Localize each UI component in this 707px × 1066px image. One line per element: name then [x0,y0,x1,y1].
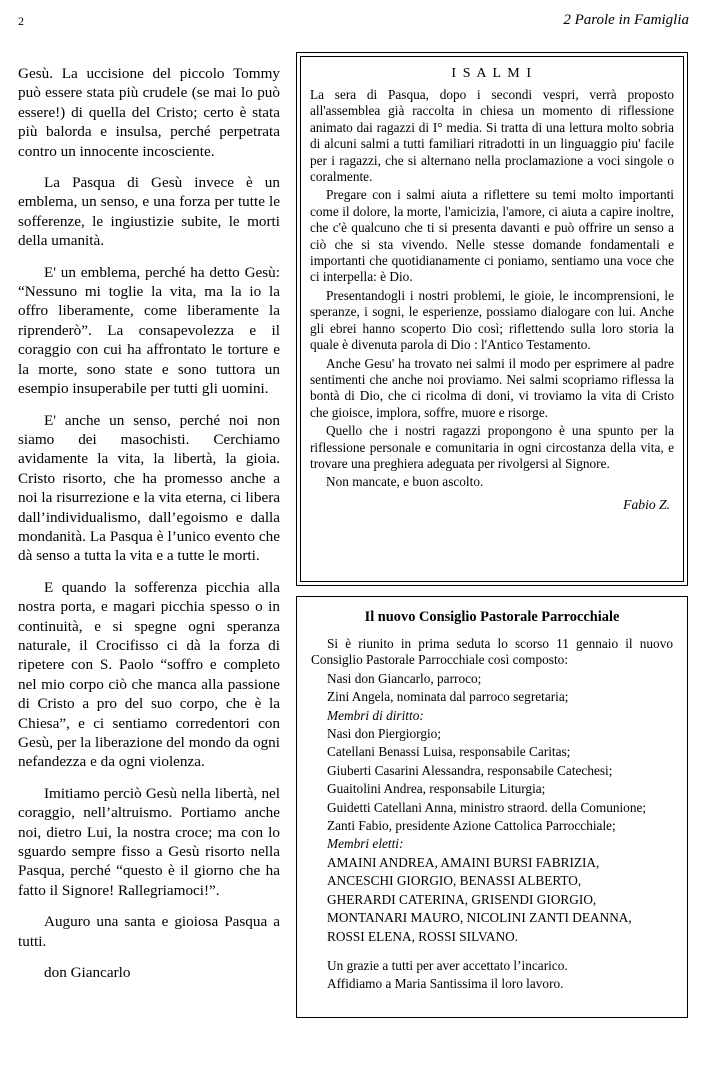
salmi-paragraph: Presentandogli i nostri problemi, le gioie, le incomprensioni, le speranze, i sogni, le esperienze, possiamo dialogare con lui. Anche gli ebrei hanno scoperto Dio così; riflettendo sulla loro storia la quale è divenuta parola di Dio : l'Antico Testamento. [310,287,674,353]
salmi-paragraph: Non mancate, e buon ascolto. [326,474,484,490]
list-item: MONTANARI MAURO, NICOLINI ZANTI DEANNA, [327,910,632,926]
article-paragraph: E' anche un senso, perché noi non siamo dei masochisti. Cerchiamo avidamente la vita, la libertà, la gioia. Cristo risorto, che ha promesso anche a noi la risurrezione e la vita eterna, ci libera dall’individualismo, dall’egoismo e dalla mondanità. La Pasqua è l’unico evento che dà senso a tutta la vita e a tutte le morti. [18,411,280,565]
article-paragraph: La Pasqua di Gesù invece è un emblema, un senso, e una forza per tutte le sofferenze, le ingiustizie subite, le morti della umanità. [18,174,280,250]
article-paragraph: Auguro una santa e gioiosa Pasqua a tutti. [18,913,280,950]
publication-title: 2 Parole in Famiglia [563,12,689,28]
salmi-paragraph: Anche Gesu' ha trovato nei salmi il modo per esprimere al padre sentimenti che anche noi proviamo. Nei salmi scopriamo riflessa la bontà di Dio, che ci ricolma di doni, vi troviamo la vita di Cristo che gioisce, implora, soffre, muore e risorge. [310,355,674,420]
consiglio-box-title: Il nuovo Consiglio Pastorale Parrocchiale [364,609,620,625]
list-item: Zini Angela, nominata dal parroco segretaria; [327,689,569,705]
salmi-paragraph: Pregare con i salmi aiuta a riflettere su temi molto importanti come il dolore, la morte, l'amicizia, l'amore, ci aiuta a capire inoltre, che c'è qualcuno che ti si presenta davanti e può offrire un senso a ciò che si sta vivendo. Nelle stesse domande fondamentali e importanti che quotidianamente ci poniamo, sentiamo una voce che ci interpella: è Dio. [310,187,674,285]
list-item: Giuberti Casarini Alessandra, responsabile Catechesi; [327,762,613,778]
article-paragraph: Imitiamo perciò Gesù nella libertà, nel coraggio, nell’altruismo. Portiamo anche noi, dietro Lui, la nostra croce; ma con lo sguardo sempre fisso a Gesù risorto nella Pasqua, perché “questo è il giorno che ha fatto il Signore! Rallegriamoci!”. [18,784,280,899]
list-item: Nasi don Giancarlo, parroco; [327,670,482,686]
list-item: Guaitolini Andrea, responsabile Liturgia; [327,781,546,797]
consiglio-box-inner [297,597,687,1017]
salmi-box-signature: Fabio Z. [623,496,670,512]
list-item: GHERARDI CATERINA, GRISENDI GIORGIO, [327,891,597,907]
salmi-box-inner [300,56,684,582]
consiglio-closing: Affidiamo a Maria Santissima il loro lavoro. [327,976,564,992]
list-item: Nasi don Piergiorgio; [327,726,442,742]
list-item: AMAINI ANDREA, AMAINI BURSI FABRIZIA, [327,854,600,870]
salmi-sidebar-box [296,52,688,586]
consiglio-intro: Si è riunito in prima seduta lo scorso 11 gennaio il nuovo Consiglio Pastorale Parrocchiale così composto: [311,636,673,668]
page-number: 2 [18,14,24,28]
consiglio-officers [311,671,673,706]
consiglio-diritto-list [311,726,673,834]
consiglio-closing: Un grazie a tutti per aver accettato l’incarico. [327,957,568,973]
salmi-paragraph: Quello che i nostri ragazzi propongono è una spunto per la riflessione personale e comunitaria in ogni circostanza della vita, e trovare una preghiera adeguata per rivolgersi al Signore. [310,423,674,471]
consiglio-eletti-heading: Membri eletti: [327,836,404,852]
list-item: Zanti Fabio, presidente Azione Cattolica Parrocchiale; [327,818,616,834]
main-article-column [18,64,280,994]
list-item: ANCESCHI GIORGIO, BENASSI ALBERTO, [327,873,582,889]
consiglio-pastorale-box [296,596,688,1018]
article-signature: don Giancarlo [44,964,131,982]
salmi-paragraph: La sera di Pasqua, dopo i secondi vespri, verrà proposto all'assemblea già raccolta in chiesa un momento di riflessione animato dai ragazzi di I° media. Si tratta di una lettura molto sobria di alcuni salmi a tutti familiari ritradotti in un linguaggio piu' facile per i ragazzi, che si alternano nella proclamazione a voci singole o coralmente. [310,87,674,185]
article-paragraph: Gesù. La uccisione del piccolo Tommy può essere stata più crudele (se mai lo può essere!) di quella del Cristo; certo è stata più balorda e insulsa, perché perpetrata contro un innocente incosciente. [18,65,280,160]
list-item: Guidetti Catellani Anna, ministro straord. della Comunione; [327,799,647,815]
article-paragraph: E quando la sofferenza picchia alla nostra porta, e magari picchia spesso o in continuità, e si spegne ogni speranza naturale, il Crocifisso ci dà la forza di ripetere con S. Paolo “soffro e completo nel mio corpo ciò che manca alla passione di Cristo a pro del suo corpo, che è la Chiesa”, e ci sentiamo corredentori con Gesù, per la liberazione del mondo da ogni nefandezza e da ogni violenza. [18,578,280,771]
list-item: ROSSI ELENA, ROSSI SILVANO. [327,928,518,944]
salmi-box-title: I S A L M I [451,66,533,81]
article-paragraph: E' un emblema, perché ha detto Gesù: “Nessuno mi toglie la vita, ma la io la offro liberamente, come liberamente la riprenderò”. La consapevolezza e il coraggio con cui ha affrontato le torture e la morte, sono state e sono tuttora un esempio insuperabile per tutti gli uomini. [18,263,280,398]
page-header [18,14,689,36]
consiglio-eletti-list [311,855,673,945]
list-item: Catellani Benassi Luisa, responsabile Caritas; [327,744,571,760]
consiglio-diritto-heading: Membri di diritto: [327,707,424,723]
